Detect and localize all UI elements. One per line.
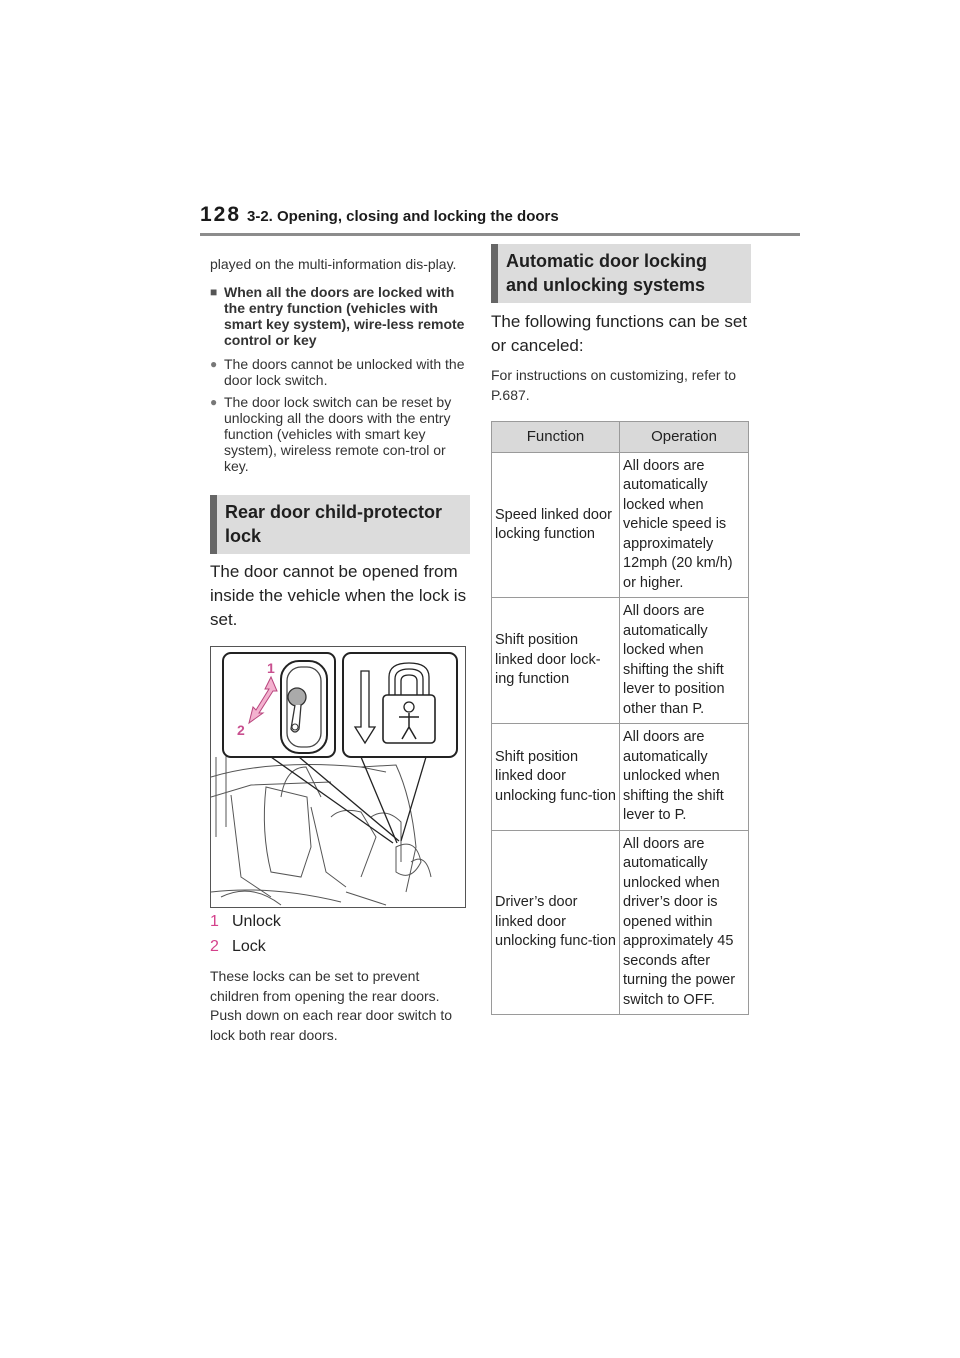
section-heading-child-lock: Rear door child-protector lock: [210, 495, 470, 554]
function-cell: Speed linked door locking function: [492, 453, 620, 598]
function-cell: Driver’s door linked door unlocking func-tion: [492, 831, 620, 1015]
legend-item-unlock: 1 Unlock: [210, 913, 281, 930]
square-bullet-icon: ■: [210, 285, 218, 299]
customize-note: For instructions on customizing, refer to P.687.: [491, 367, 737, 403]
callout-2: 2: [237, 722, 245, 738]
header-rule: [200, 233, 800, 236]
page-number: 128: [200, 203, 242, 226]
function-cell: Shift position linked door unlocking func-tion: [492, 724, 620, 831]
operation-cell: All doors are automatically locked when shifting the shift lever to position other than P.: [620, 598, 749, 724]
operation-cell: All doors are automatically locked when vehicle speed is approximately 12mph (20 km/h) or higher.: [620, 453, 749, 598]
operation-cell: All doors are automatically unlocked when driver’s door is opened within approximately 45 seconds after turning the power switch to OFF.: [620, 831, 749, 1015]
table-header-operation: Operation: [620, 422, 749, 453]
dot-bullet-icon: ●: [210, 395, 218, 409]
section-body-text: The door cannot be opened from inside the vehicle when the lock is set.: [210, 562, 467, 629]
note-heading-text: When all the doors are locked with the entry function (vehicles with smart key system), wire-less remote control or key: [224, 284, 465, 348]
child-lock-illustration: [210, 646, 466, 908]
table-row: [492, 724, 749, 831]
table-header-function: Function: [492, 422, 620, 453]
legend-item-lock: 2 Lock: [210, 938, 266, 955]
table-row: [492, 453, 749, 598]
operation-cell: All doors are automatically unlocked when shifting the shift lever to P.: [620, 724, 749, 831]
dot-bullet-icon: ●: [210, 357, 218, 371]
bullet-item: [210, 394, 470, 474]
table-row: [492, 831, 749, 1015]
left-column: [210, 256, 470, 1045]
functions-table: [491, 421, 749, 1015]
note-heading: [210, 284, 470, 348]
bullet-text: The door lock switch can be reset by unlocking all the doors with the entry function (vehicles with smart key system), wireless remote con-trol or key.: [224, 394, 452, 474]
table-row: [492, 598, 749, 724]
function-cell: Shift position linked door lock-ing function: [492, 598, 620, 724]
footer-note: These locks can be set to prevent children from opening the rear doors. Push down on each rear door switch to lock both rear doors.: [210, 968, 453, 1043]
section-heading-auto-lock: Automatic door locking and unlocking systems: [491, 244, 751, 303]
right-column: [491, 244, 751, 1015]
intro-text: played on the multi-information dis-play.: [210, 256, 457, 272]
bullet-item: [210, 356, 470, 388]
section-lead-text: The following functions can be set or canceled:: [491, 312, 748, 355]
bullet-text: The doors cannot be unlocked with the door lock switch.: [224, 356, 465, 388]
chapter-title: 3-2. Opening, closing and locking the doors: [247, 208, 559, 225]
callout-1: 1: [267, 660, 275, 676]
